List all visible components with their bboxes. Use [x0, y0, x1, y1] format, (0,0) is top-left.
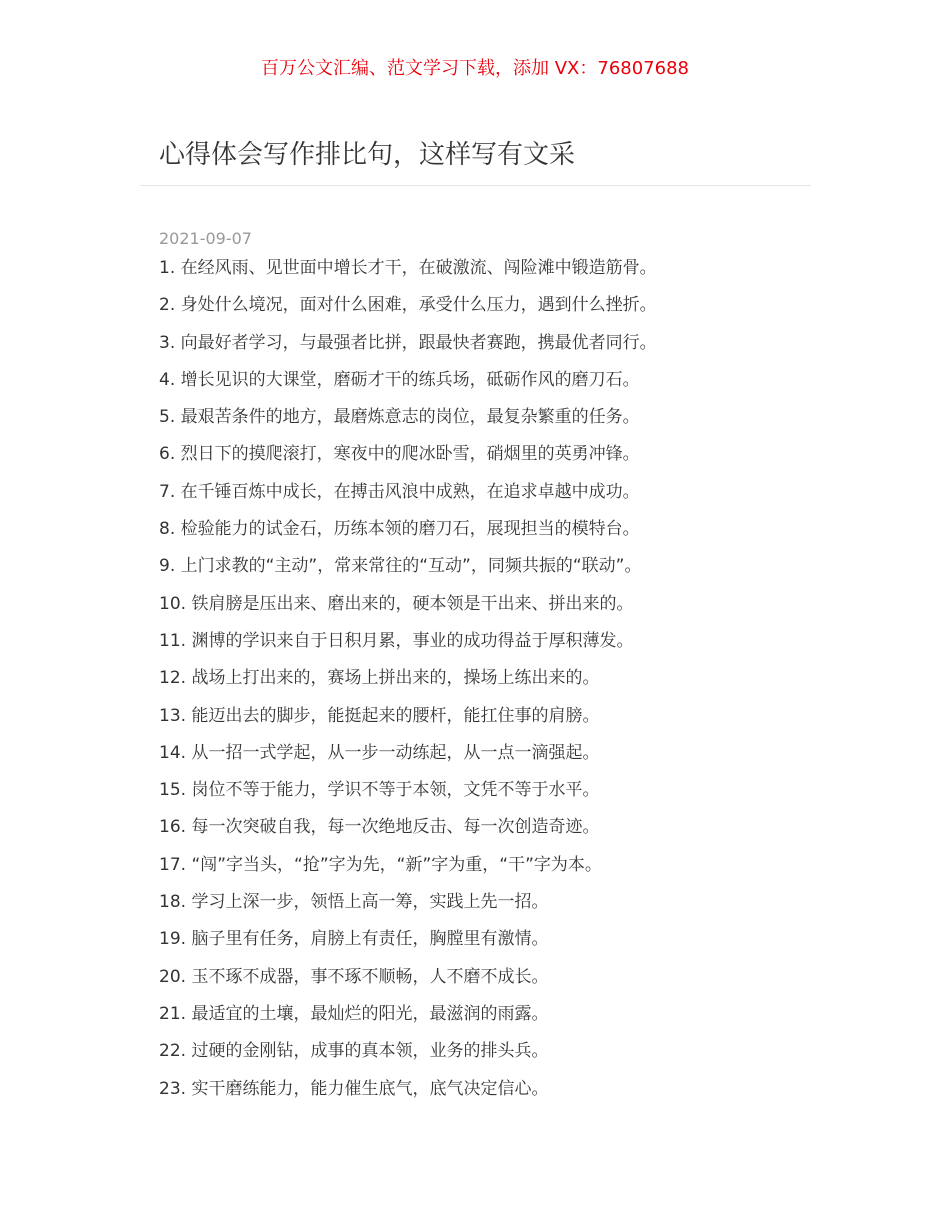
list-item: 2. 身处什么境况，面对什么困难，承受什么压力，遇到什么挫折。: [159, 295, 657, 316]
list-item: 20. 玉不琢不成器，事不琢不顺畅，人不磨不成长。: [159, 966, 549, 987]
list-item: 15. 岗位不等于能力，学识不等于本领，文凭不等于水平。: [159, 780, 600, 801]
promo-banner: 百万公文汇编、范文学习下载，添加 VX：76807688: [261, 58, 689, 79]
list-item: 19. 脑子里有任务，肩膀上有责任，胸膛里有激情。: [159, 929, 549, 950]
list-item: 16. 每一次突破自我，每一次绝地反击、每一次创造奇迹。: [159, 817, 600, 838]
list-item: 17. “闯”字当头，“抢”字为先，“新”字为重，“干”字为本。: [159, 854, 602, 875]
list-item: 18. 学习上深一步，领悟上高一筹，实践上先一招。: [159, 892, 549, 913]
list-item: 21. 最适宜的土壤，最灿烂的阳光，最滋润的雨露。: [159, 1003, 549, 1024]
list-item: 23. 实干磨练能力，能力催生底气，底气决定信心。: [159, 1078, 549, 1099]
list-item: 6. 烈日下的摸爬滚打，寒夜中的爬冰卧雪，硝烟里的英勇冲锋。: [159, 444, 640, 465]
article-title: 心得体会写作排比句，这样写有文采: [159, 140, 576, 170]
list-item: 13. 能迈出去的脚步，能挺起来的腰杆，能扛住事的肩膀。: [159, 705, 600, 726]
list-item: 10. 铁肩膀是压出来、磨出来的，硬本领是干出来、拼出来的。: [159, 593, 634, 614]
list-item: 22. 过硬的金刚钻，成事的真本领，业务的排头兵。: [159, 1041, 549, 1062]
list-item: 7. 在千锤百炼中成长，在搏击风浪中成熟，在追求卓越中成功。: [159, 481, 640, 502]
list-item: 12. 战场上打出来的，赛场上拼出来的，操场上练出来的。: [159, 668, 600, 689]
sentence-list: [159, 254, 799, 1112]
list-item: 1. 在经风雨、见世面中增长才干，在破激流、闯险滩中锻造筋骨。: [159, 258, 657, 278]
publish-date: 2021-09-07: [159, 229, 252, 248]
list-item: 8. 检验能力的试金石，历练本领的磨刀石，展现担当的模特台。: [159, 519, 640, 540]
list-item: 9. 上门求教的“主动”，常来常往的“互动”，同频共振的“联动”。: [159, 556, 642, 577]
list-item: 14. 从一招一式学起，从一步一动练起，从一点一滴强起。: [159, 742, 600, 763]
title-divider: [140, 185, 811, 186]
list-item: 11. 渊博的学识来自于日积月累，事业的成功得益于厚积薄发。: [159, 630, 634, 651]
list-item: 5. 最艰苦条件的地方，最磨炼意志的岗位，最复杂繁重的任务。: [159, 407, 640, 428]
list-item: 4. 增长见识的大课堂，磨砺才干的练兵场，砥砺作风的磨刀石。: [159, 369, 640, 390]
list-item: 3. 向最好者学习，与最强者比拼，跟最快者赛跑，携最优者同行。: [159, 332, 657, 353]
